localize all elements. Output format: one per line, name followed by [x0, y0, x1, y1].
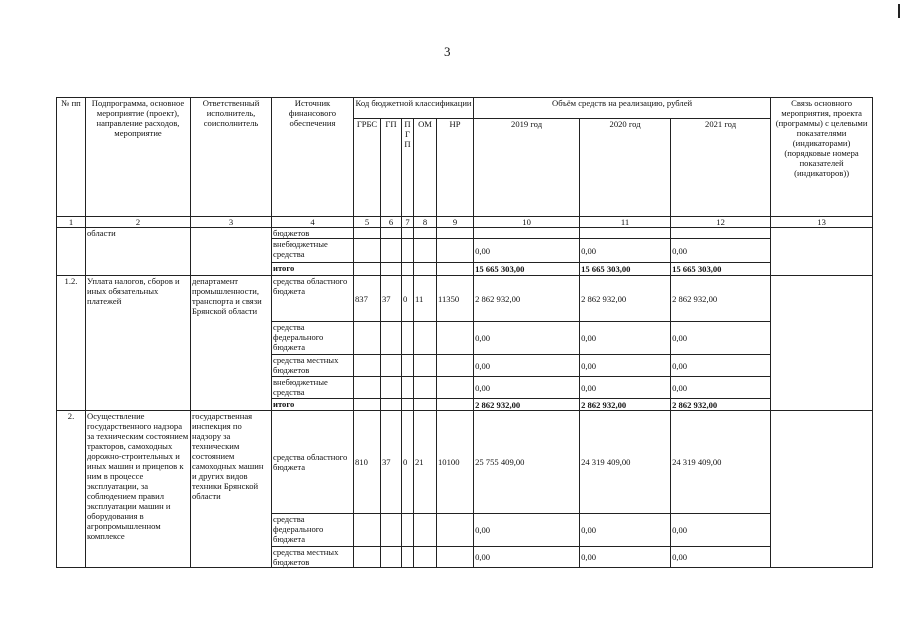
empty-cell: [402, 514, 414, 547]
value-2019: 0,00: [474, 355, 580, 377]
header-link: Связь основного мероприятия, проекта (программы) с целевыми показателями (индикаторами) (порядковые номера показателей (индикаторов)): [771, 98, 873, 217]
empty-cell: [402, 263, 414, 276]
header-grbs: ГРБС: [354, 119, 381, 217]
value-2020: 0,00: [580, 239, 671, 263]
col-num: 1: [57, 217, 86, 228]
value-2020: 0,00: [580, 377, 671, 399]
grbs-cell: 837: [354, 276, 381, 322]
value-2019: 0,00: [474, 547, 580, 568]
col-num: 7: [402, 217, 414, 228]
empty-cell: [381, 228, 402, 239]
empty-cell: [437, 377, 474, 399]
empty-cell: [414, 399, 437, 411]
table-row: [57, 411, 873, 514]
header-program: Подпрограмма, основное мероприятие (проект), направление расходов, мероприятие: [86, 98, 191, 217]
value-2019: 2 862 932,00: [474, 276, 580, 322]
empty-cell: [402, 228, 414, 239]
header-2019: 2019 год: [474, 119, 580, 217]
col-num: 11: [580, 217, 671, 228]
empty-cell: [414, 263, 437, 276]
empty-cell: [437, 355, 474, 377]
empty-cell: [354, 377, 381, 399]
header-row-1: [57, 98, 873, 119]
empty-cell: [354, 239, 381, 263]
header-2021: 2021 год: [671, 119, 771, 217]
empty-cell: [354, 514, 381, 547]
empty-cell: [437, 239, 474, 263]
empty-cell: [414, 514, 437, 547]
empty-cell: [354, 355, 381, 377]
value-2020: 24 319 409,00: [580, 411, 671, 514]
empty-cell: [354, 322, 381, 355]
cont-num-cell: [57, 228, 86, 276]
budget-table: [56, 97, 873, 568]
value-2021: 2 862 932,00: [671, 399, 771, 411]
source-cell: средства областного бюджета: [272, 276, 354, 322]
empty-cell: [381, 239, 402, 263]
empty-cell: [414, 547, 437, 568]
empty-cell: [354, 228, 381, 239]
empty-cell: [437, 514, 474, 547]
gp-cell: 37: [381, 276, 402, 322]
empty-cell: [354, 399, 381, 411]
empty-cell: [381, 263, 402, 276]
source-cell: бюджетов: [272, 228, 354, 239]
pgp-cell: 0: [402, 411, 414, 514]
empty-cell: [437, 399, 474, 411]
col-num: 8: [414, 217, 437, 228]
link-cell: [771, 228, 873, 276]
table-row: [57, 228, 873, 239]
header-executor: Ответственный исполнитель, соисполнитель: [191, 98, 272, 217]
value-2020: 0,00: [580, 322, 671, 355]
empty-cell: [381, 514, 402, 547]
cont-program: области: [86, 228, 191, 276]
header-volume: Объём средств на реализацию, рублей: [474, 98, 771, 119]
om-cell: 11: [414, 276, 437, 322]
empty-cell: [381, 377, 402, 399]
source-cell: средства местных бюджетов: [272, 355, 354, 377]
source-cell: итого: [272, 399, 354, 411]
gp-cell: 37: [381, 411, 402, 514]
value-2021: 0,00: [671, 377, 771, 399]
col-num: 10: [474, 217, 580, 228]
item-program: Уплата налогов, сборов и иных обязательных платежей: [86, 276, 191, 411]
empty-cell: [437, 547, 474, 568]
link-cell: [771, 411, 873, 568]
empty-cell: [474, 228, 580, 239]
empty-cell: [580, 228, 671, 239]
empty-cell: [402, 355, 414, 377]
col-num: 3: [191, 217, 272, 228]
value-2020: 2 862 932,00: [580, 399, 671, 411]
value-2021: 0,00: [671, 514, 771, 547]
empty-cell: [414, 377, 437, 399]
empty-cell: [402, 399, 414, 411]
empty-cell: [402, 547, 414, 568]
page-number: 3: [444, 44, 451, 59]
header-pgp: ПГП: [402, 119, 414, 217]
item-number: 1.2.: [57, 276, 86, 411]
empty-cell: [381, 355, 402, 377]
header-2020: 2020 год: [580, 119, 671, 217]
source-cell: средства федерального бюджета: [272, 322, 354, 355]
empty-cell: [402, 239, 414, 263]
value-2020: 0,00: [580, 355, 671, 377]
scan-mark: [898, 4, 900, 18]
value-2021: 0,00: [671, 322, 771, 355]
empty-cell: [671, 228, 771, 239]
value-2021: 0,00: [671, 547, 771, 568]
empty-cell: [402, 322, 414, 355]
empty-cell: [354, 547, 381, 568]
col-num: 12: [671, 217, 771, 228]
col-num: 4: [272, 217, 354, 228]
pgp-cell: 0: [402, 276, 414, 322]
value-2019: 15 665 303,00: [474, 263, 580, 276]
header-budget-code: Код бюджетной классификации: [354, 98, 474, 119]
item-number: 2.: [57, 411, 86, 568]
empty-cell: [402, 377, 414, 399]
value-2021: 24 319 409,00: [671, 411, 771, 514]
value-2020: 2 862 932,00: [580, 276, 671, 322]
value-2019: 2 862 932,00: [474, 399, 580, 411]
header-source: Источник финансового обеспечения: [272, 98, 354, 217]
value-2021: 0,00: [671, 239, 771, 263]
header-nr: НР: [437, 119, 474, 217]
col-num: 13: [771, 217, 873, 228]
col-num: 6: [381, 217, 402, 228]
source-cell: внебюджетные средства: [272, 239, 354, 263]
nr-cell: 10100: [437, 411, 474, 514]
source-cell: внебюджетные средства: [272, 377, 354, 399]
column-numbers-row: [57, 217, 873, 228]
empty-cell: [437, 263, 474, 276]
col-num: 5: [354, 217, 381, 228]
col-num: 9: [437, 217, 474, 228]
value-2019: 0,00: [474, 377, 580, 399]
empty-cell: [414, 355, 437, 377]
header-gp: ГП: [381, 119, 402, 217]
source-cell: средства федерального бюджета: [272, 514, 354, 547]
value-2021: 15 665 303,00: [671, 263, 771, 276]
cont-executor: [191, 228, 272, 276]
header-num: № пп: [57, 98, 86, 217]
item-executor: департамент промышленности, транспорта и связи Брянской области: [191, 276, 272, 411]
om-cell: 21: [414, 411, 437, 514]
source-cell: средства местных бюджетов: [272, 547, 354, 568]
item-executor: государственная инспекция по надзору за техническим состоянием самоходных машин и других видов техники Брянской области: [191, 411, 272, 568]
empty-cell: [414, 322, 437, 355]
value-2019: 25 755 409,00: [474, 411, 580, 514]
source-cell: средства областного бюджета: [272, 411, 354, 514]
empty-cell: [437, 228, 474, 239]
empty-cell: [381, 322, 402, 355]
value-2020: 0,00: [580, 547, 671, 568]
nr-cell: 11350: [437, 276, 474, 322]
value-2021: 2 862 932,00: [671, 276, 771, 322]
value-2021: 0,00: [671, 355, 771, 377]
value-2020: 15 665 303,00: [580, 263, 671, 276]
value-2019: 0,00: [474, 514, 580, 547]
empty-cell: [437, 322, 474, 355]
table-row: [57, 276, 873, 322]
value-2019: 0,00: [474, 239, 580, 263]
item-program: Осуществление государственного надзора за техническим состоянием тракторов, самоходных дорожно-строительных и иных машин и прицепов к ним в процессе эксплуатации, за соблюдением правил эксплуатации машин и оборудования в агропромышленном комплексе: [86, 411, 191, 568]
col-num: 2: [86, 217, 191, 228]
source-cell: итого: [272, 263, 354, 276]
empty-cell: [354, 263, 381, 276]
empty-cell: [381, 399, 402, 411]
value-2019: 0,00: [474, 322, 580, 355]
link-cell: [771, 276, 873, 411]
empty-cell: [414, 239, 437, 263]
empty-cell: [381, 547, 402, 568]
value-2020: 0,00: [580, 514, 671, 547]
header-om: ОМ: [414, 119, 437, 217]
empty-cell: [414, 228, 437, 239]
grbs-cell: 810: [354, 411, 381, 514]
